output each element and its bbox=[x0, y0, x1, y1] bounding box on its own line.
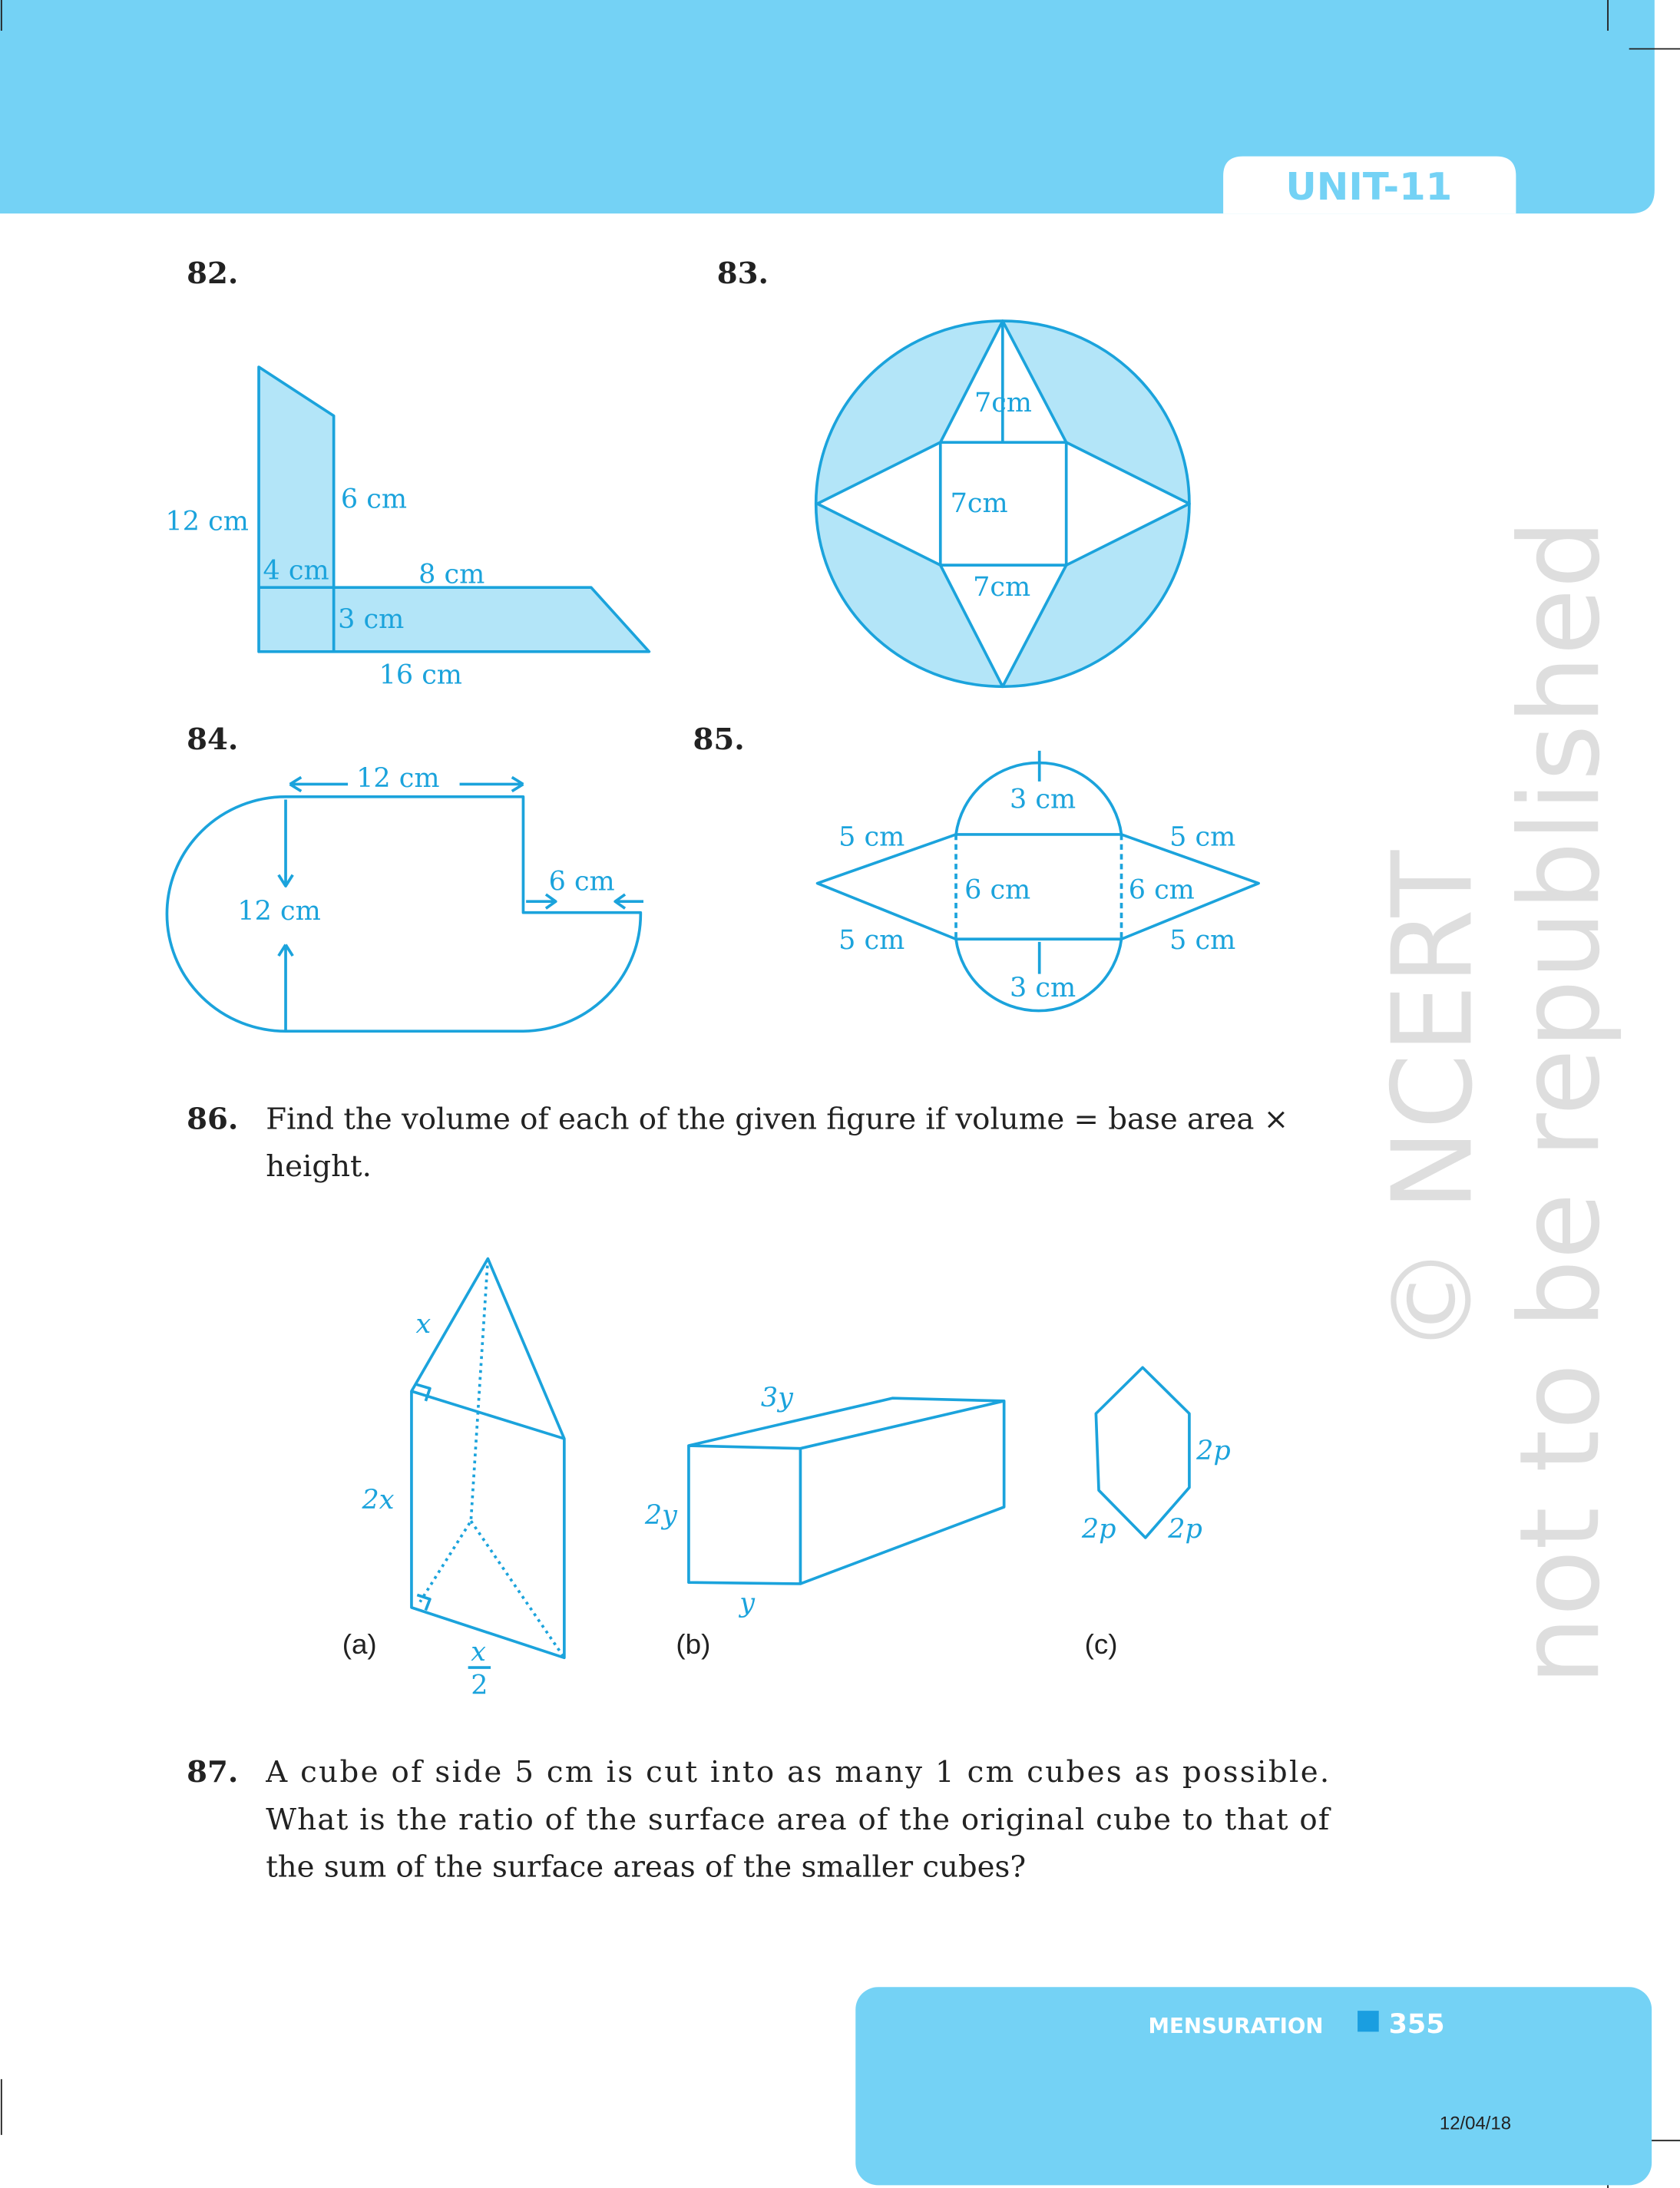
q82-number: 82. bbox=[187, 256, 239, 291]
svg-text:(b): (b) bbox=[676, 1628, 711, 1660]
svg-text:2: 2 bbox=[471, 1670, 488, 1701]
footer-chapter: Mensuration bbox=[1148, 2014, 1324, 2039]
q86-text-line1: Find the volume of each of the given figure if volume = base area × bbox=[266, 1102, 1289, 1137]
q87-number: 87. bbox=[187, 1755, 239, 1790]
svg-text:2p: 2p bbox=[1081, 1514, 1116, 1545]
svg-text:5 cm: 5 cm bbox=[1169, 925, 1236, 956]
svg-text:8 cm: 8 cm bbox=[418, 559, 485, 590]
svg-text:5 cm: 5 cm bbox=[838, 821, 905, 853]
svg-text:6 cm: 6 cm bbox=[548, 866, 615, 897]
svg-text:5 cm: 5 cm bbox=[1169, 821, 1236, 853]
svg-text:3 cm: 3 cm bbox=[1010, 784, 1076, 815]
svg-text:(a): (a) bbox=[342, 1628, 377, 1660]
q87-text-line1: A cube of side 5 cm is cut into as many 1 cm cubes as possible. bbox=[266, 1755, 1330, 1790]
svg-text:x: x bbox=[415, 1309, 432, 1340]
q83-number: 83. bbox=[716, 256, 769, 291]
svg-text:3 cm: 3 cm bbox=[1010, 972, 1076, 1003]
q87-text-line3: the sum of the surface areas of the smaller cubes? bbox=[266, 1849, 1027, 1885]
svg-text:y: y bbox=[739, 1588, 756, 1619]
q87-text-line2: What is the ratio of the surface area of the original cube to that of bbox=[266, 1803, 1330, 1837]
unit-label: UNIT-11 bbox=[1285, 164, 1453, 209]
figure-83 bbox=[816, 321, 1189, 686]
svg-text:6 cm: 6 cm bbox=[964, 874, 1031, 906]
svg-text:2p: 2p bbox=[1196, 1436, 1231, 1467]
watermark-line2: not to be republished bbox=[1496, 519, 1625, 1686]
figure-86c bbox=[1081, 1367, 1231, 1660]
svg-text:4 cm: 4 cm bbox=[263, 555, 329, 587]
figure-86b bbox=[644, 1383, 1004, 1659]
watermark-line1: © NCERT bbox=[1368, 850, 1497, 1355]
q84-number: 84. bbox=[187, 722, 239, 757]
svg-text:7cm: 7cm bbox=[973, 572, 1031, 603]
figure-82 bbox=[165, 367, 649, 691]
svg-text:6 cm: 6 cm bbox=[340, 484, 408, 515]
q86-text-line2: height. bbox=[266, 1149, 372, 1185]
svg-text:6 cm: 6 cm bbox=[1128, 874, 1195, 906]
figure-85 bbox=[818, 751, 1259, 1011]
watermark bbox=[1369, 520, 1625, 1686]
q86-number: 86. bbox=[187, 1102, 239, 1137]
footer-square bbox=[1358, 2011, 1379, 2031]
svg-text:5 cm: 5 cm bbox=[838, 925, 905, 956]
svg-text:12 cm: 12 cm bbox=[165, 506, 249, 537]
q85-number: 85. bbox=[693, 722, 745, 757]
footer-date: 12/04/18 bbox=[1439, 2113, 1512, 2134]
svg-text:2x: 2x bbox=[362, 1485, 395, 1515]
svg-text:3y: 3y bbox=[760, 1383, 793, 1414]
svg-text:16 cm: 16 cm bbox=[379, 659, 462, 691]
svg-text:7cm: 7cm bbox=[950, 488, 1008, 520]
svg-text:2y: 2y bbox=[644, 1500, 677, 1531]
page-number: 355 bbox=[1388, 2009, 1445, 2041]
svg-text:7cm: 7cm bbox=[974, 388, 1032, 419]
svg-text:(c): (c) bbox=[1084, 1628, 1118, 1660]
svg-text:2p: 2p bbox=[1168, 1514, 1202, 1545]
svg-text:12 cm: 12 cm bbox=[237, 896, 321, 927]
figure-86a bbox=[342, 1258, 564, 1700]
svg-text:x: x bbox=[471, 1637, 487, 1667]
svg-text:3 cm: 3 cm bbox=[338, 604, 405, 635]
svg-text:12 cm: 12 cm bbox=[356, 763, 440, 795]
figure-84 bbox=[167, 763, 643, 1031]
